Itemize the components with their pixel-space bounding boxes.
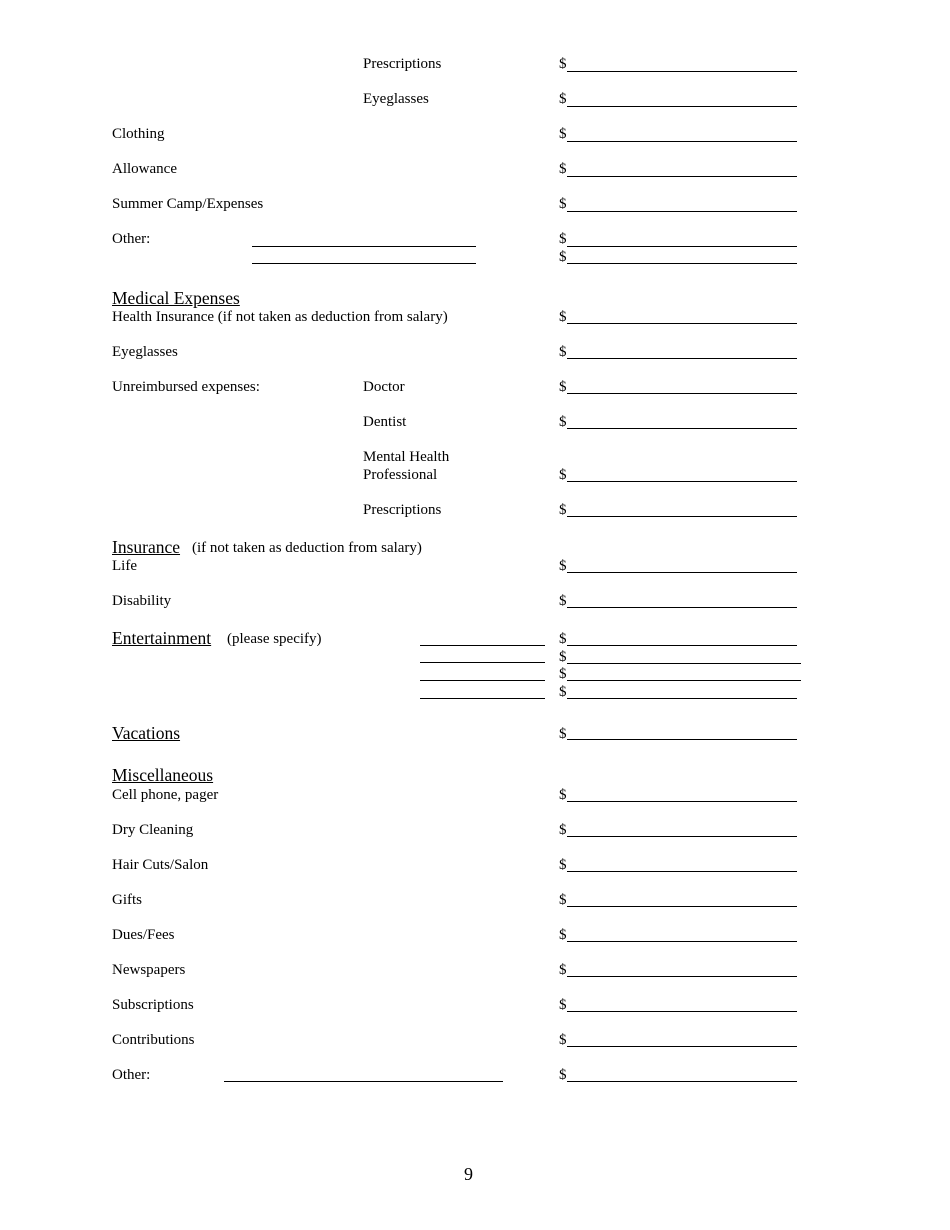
amount-field-entertainment[interactable]: [567, 645, 797, 646]
section-heading-miscellaneous: Miscellaneous: [112, 765, 214, 785]
amount-field-disability[interactable]: [567, 607, 797, 608]
amount-field-mental-health[interactable]: [567, 481, 797, 482]
label-dry-cleaning: Dry Cleaning: [112, 822, 194, 838]
amount-field-newspapers[interactable]: [567, 976, 797, 977]
label-cell-phone: Cell phone, pager: [112, 787, 219, 803]
entertainment-description-field[interactable]: [420, 680, 545, 681]
amount-field-clothing[interactable]: [567, 141, 797, 142]
label-allowance: Allowance: [112, 161, 177, 177]
currency-symbol: $: [559, 684, 567, 700]
amount-field-vacations[interactable]: [567, 739, 797, 740]
entertainment-description-field[interactable]: [420, 645, 545, 646]
amount-field-hair-cuts[interactable]: [567, 871, 797, 872]
section-heading-vacations: Vacations: [112, 723, 181, 743]
amount-field-life[interactable]: [567, 572, 797, 573]
amount-field-dentist[interactable]: [567, 428, 797, 429]
currency-symbol: $: [559, 649, 567, 665]
currency-symbol: $: [559, 56, 567, 72]
label-unreimbursed: Unreimbursed expenses:: [112, 379, 260, 395]
other-description-field[interactable]: [252, 263, 476, 264]
section-heading-medical: Medical Expenses: [112, 288, 240, 308]
label-summer-camp: Summer Camp/Expenses: [112, 196, 264, 212]
label-health-insurance: Health Insurance (if not taken as deduction from salary): [112, 309, 448, 325]
amount-field-other[interactable]: [567, 263, 797, 264]
currency-symbol: $: [559, 997, 567, 1013]
entertainment-note: (please specify): [227, 631, 322, 647]
currency-symbol: $: [559, 787, 567, 803]
amount-field-dry-cleaning[interactable]: [567, 836, 797, 837]
currency-symbol: $: [559, 414, 567, 430]
currency-symbol: $: [559, 1067, 567, 1083]
currency-symbol: $: [559, 1032, 567, 1048]
amount-field-entertainment[interactable]: [567, 663, 801, 664]
currency-symbol: $: [559, 161, 567, 177]
amount-field-entertainment[interactable]: [567, 680, 801, 681]
currency-symbol: $: [559, 91, 567, 107]
amount-field-gifts[interactable]: [567, 906, 797, 907]
amount-field-medical-prescriptions[interactable]: [567, 516, 797, 517]
currency-symbol: $: [559, 196, 567, 212]
currency-symbol: $: [559, 962, 567, 978]
amount-field-dues-fees[interactable]: [567, 941, 797, 942]
misc-other-description-field[interactable]: [224, 1081, 503, 1082]
entertainment-description-field[interactable]: [420, 662, 545, 663]
label-life: Life: [112, 558, 137, 574]
label-gifts: Gifts: [112, 892, 142, 908]
other-description-field[interactable]: [252, 246, 476, 247]
currency-symbol: $: [559, 892, 567, 908]
amount-field-medical-eyeglasses[interactable]: [567, 358, 797, 359]
label-clothing: Clothing: [112, 126, 165, 142]
label-disability: Disability: [112, 593, 172, 609]
amount-field-entertainment[interactable]: [567, 698, 797, 699]
currency-symbol: $: [559, 631, 567, 647]
amount-field-summer-camp[interactable]: [567, 211, 797, 212]
currency-symbol: $: [559, 666, 567, 682]
currency-symbol: $: [559, 857, 567, 873]
currency-symbol: $: [559, 126, 567, 142]
amount-field-other[interactable]: [567, 246, 797, 247]
label-other: Other:: [112, 231, 151, 247]
amount-field-misc-other[interactable]: [567, 1081, 797, 1082]
currency-symbol: $: [559, 344, 567, 360]
currency-symbol: $: [559, 309, 567, 325]
label-subscriptions: Subscriptions: [112, 997, 194, 1013]
currency-symbol: $: [559, 467, 567, 483]
amount-field-eyeglasses[interactable]: [567, 106, 797, 107]
currency-symbol: $: [559, 726, 567, 742]
amount-field-doctor[interactable]: [567, 393, 797, 394]
currency-symbol: $: [559, 822, 567, 838]
label-misc-other: Other:: [112, 1067, 151, 1083]
amount-field-allowance[interactable]: [567, 176, 797, 177]
label-mental-health: Mental Health: [363, 449, 450, 465]
label-newspapers: Newspapers: [112, 962, 186, 978]
currency-symbol: $: [559, 502, 567, 518]
label-mental-health-professional: Professional: [363, 467, 438, 483]
label-eyeglasses: Eyeglasses: [363, 91, 429, 107]
amount-field-cell-phone[interactable]: [567, 801, 797, 802]
insurance-note: (if not taken as deduction from salary): [192, 540, 422, 556]
label-medical-prescriptions: Prescriptions: [363, 502, 442, 518]
page-number: 9: [464, 1164, 473, 1184]
label-doctor: Doctor: [363, 379, 405, 395]
label-medical-eyeglasses: Eyeglasses: [112, 344, 178, 360]
label-prescriptions: Prescriptions: [363, 56, 442, 72]
currency-symbol: $: [559, 379, 567, 395]
label-dues-fees: Dues/Fees: [112, 927, 175, 943]
label-hair-cuts: Hair Cuts/Salon: [112, 857, 209, 873]
amount-field-health-insurance[interactable]: [567, 323, 797, 324]
amount-field-prescriptions[interactable]: [567, 71, 797, 72]
section-heading-insurance: Insurance: [112, 537, 181, 557]
currency-symbol: $: [559, 593, 567, 609]
currency-symbol: $: [559, 231, 567, 247]
section-heading-entertainment: Entertainment: [112, 628, 212, 648]
currency-symbol: $: [559, 249, 567, 265]
amount-field-subscriptions[interactable]: [567, 1011, 797, 1012]
label-dentist: Dentist: [363, 414, 407, 430]
label-contributions: Contributions: [112, 1032, 195, 1048]
entertainment-description-field[interactable]: [420, 698, 545, 699]
currency-symbol: $: [559, 558, 567, 574]
currency-symbol: $: [559, 927, 567, 943]
amount-field-contributions[interactable]: [567, 1046, 797, 1047]
